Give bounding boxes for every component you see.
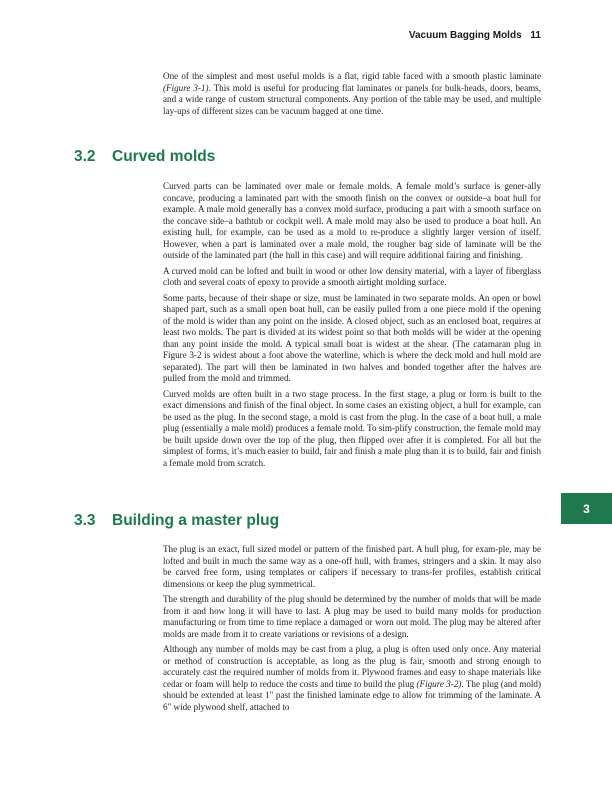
intro-text-b: . This mold is useful for producing flat laminates or panels for bulk-heads, doors, beams, and a wide range of custom structural components. Any portion of the table may be used, and multiple lay-ups of different sizes can be vacuum bagged at one time. (163, 82, 541, 116)
paragraph (163, 644, 541, 713)
paragraph: The plug is an exact, full sized model or pattern of the finished part. A hull plug, for exam-ple, may be lofted and built in much the same way as a one-off hull, with frames, stringers and a skin. It may also be carved free form, using templates or calipers if necessary to trans-fer profiles, establish critical dimensions or keep the plug symmetrical. (163, 544, 541, 589)
running-head-title: Vacuum Bagging Molds (408, 30, 522, 41)
paragraph: Curved parts can be laminated over male or female molds. A female mold’s surface is gener-ally concave, producing a laminated part with the smooth finish on the convex or outside–a boat hull for example. A male mold generally has a convex mold surface, producing a part with a smooth surface on the concave side–a bathtub or cockpit well. A male mold may also be used to produce a boat hull. An existing hull, for example, can be used as a mold to re-produce a slightly larger version of itself. However, when a part is laminated over a male mold, the rougher bag side of laminate will be the outside of the laminated part (the hull in this case) and will require additional fairing and finishing. (163, 181, 541, 260)
paragraph: The strength and durability of the plug should be determined by the number of molds that will be made from it and how long it will have to last. A plug may be used to build many molds for production manufacturing or from time to time replace a damaged or worn out mold. The plug may be altered after molds are made from it to create variations or revisions of a design. (163, 594, 541, 639)
paragraph-text-a: Although any number of molds may be cast from a plug, a plug is often used only once. Any material or method of construction is acceptable, as long as the plug is fair, smooth and strong enough to accurately cast the required number of molds from it. Plywood frames and easy to shape materials like cedar or foam will help to reduce the costs and time to build the plug (163, 644, 541, 689)
section-3-2-body (163, 181, 541, 473)
paragraph: Curved molds are often built in a two stage process. In the first stage, a plug or form is built to the exact dimensions and finish of the final object. In some cases an existing object, a hull for example, can be used as the plug. In the second stage, a mold is cast from the plug. In the case of a boat hull, a male plug (essentially a male mold) produces a female mold. To sim-plify construction, the female mold may be built upside down over the top of the plug, then flipped over after it is completed. For all but the simplest of forms, it’s much easier to build, fair and finish a male plug than it is to build, fair and finish a female mold from scratch. (163, 388, 541, 468)
paragraph: A curved mold can be lofted and built in wood or other low density material, with a layer of fiberglass cloth and several coats of epoxy to provide a smooth airtight molding surface. (163, 265, 541, 287)
section-number: 3.3 (74, 512, 96, 529)
intro-text-a: One of the simplest and most useful molds is a flat, rigid table faced with a smooth plastic laminate (163, 71, 541, 81)
section-3-3-body (163, 544, 541, 717)
intro-paragraph (163, 71, 541, 117)
section-title: Curved molds (112, 148, 216, 165)
figure-reference: (Figure 3-2) (416, 678, 462, 689)
section-title: Building a master plug (112, 512, 280, 529)
section-heading-3-3 (74, 512, 279, 530)
page-number: 11 (530, 30, 541, 41)
paragraph: Some parts, because of their shape or size, must be laminated in two separate molds. An open or bowl shaped part, such as a small open boat hull, can be easily pulled from a one piece mold if the opening of the mold is wider than any point on the inside. A closed object, such as an enclosed boat, requires at least two molds. The part is divided at its widest point so that both molds will be wider at the opening than any point inside the mold. A typical small boat is widest at the shear. (The catamaran plug in Figure 3-2 is widest about a foot above the waterline, which is where the deck mold and hull mold are separated). The part will then be laminated in two halves and bonded together after the halves are pulled from the mold and trimmed. (163, 292, 541, 383)
figure-reference: (Figure 3-1) (163, 82, 209, 93)
chapter-tab: 3 (561, 493, 612, 524)
section-number: 3.2 (74, 148, 96, 165)
paragraph-text-b: . The plug (and mold) should be extended at least 1" past the finished laminate edge to allow for trimming of the laminate. A 6" wide plywood shelf, attached to (163, 678, 541, 712)
intro-text (163, 71, 541, 121)
running-head (409, 30, 541, 41)
section-heading-3-2 (74, 148, 215, 166)
